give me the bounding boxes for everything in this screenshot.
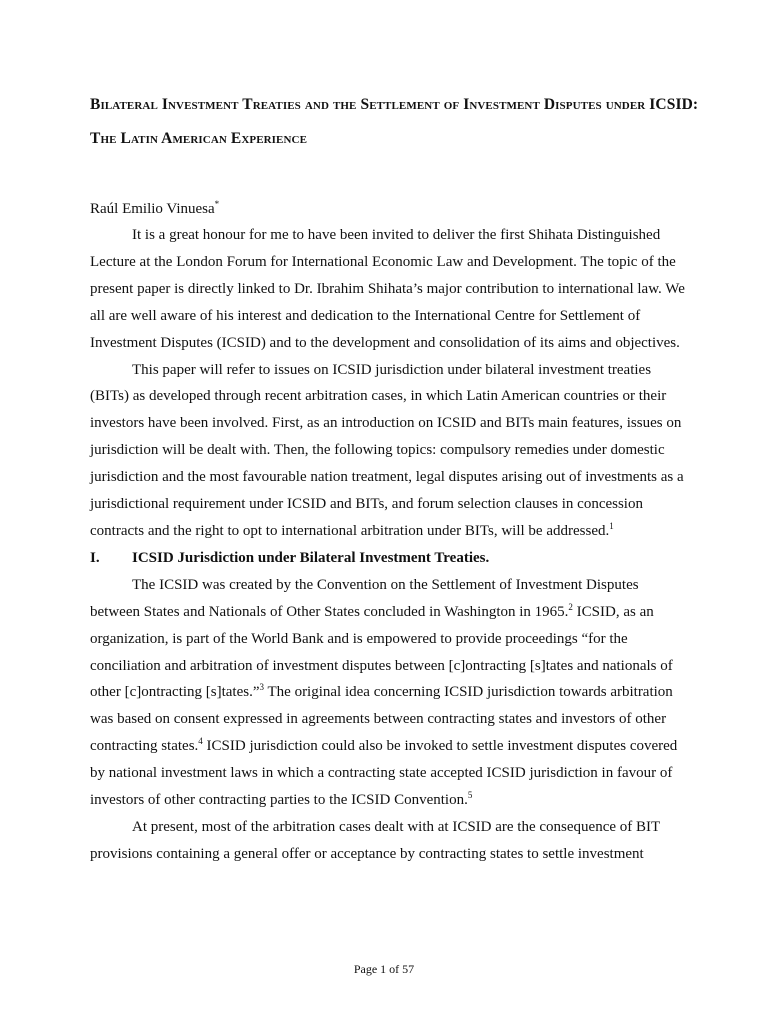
section-heading [90,545,690,572]
author-footnote-mark: * [214,199,220,209]
body-text [90,222,690,868]
footnote-ref: 5 [467,790,473,801]
footnote-ref: 3 [259,682,265,693]
paragraph-text: At present, most of the arbitration cases dealt with at ICSID are the consequence of BIT provisions containing a general offer or acceptance by contracting states to settle investment [90,818,660,862]
author-name: Raúl Emilio Vinuesa [90,201,215,217]
paragraph-bit-provisions [90,814,690,868]
page-number: Page 1 of 57 [353,962,415,976]
paragraph-text: ICSID, as an organization, is part of the World Bank and is empowered to provide proceedings “for the conciliation and arbitration of investment disputes between [c]ontracting [s]tates and nationals of other [c]ontracting [s]tates.” [90,603,673,701]
paragraph-scope-text: This paper will refer to issues on ICSID jurisdiction under bilateral investment treaties (BITs) as developed through recent arbitration cases, in which Latin American countries or their investors have been involved. First, as an introduction on ICSID and BITs main features, issues on jurisdiction will be dealt with. Then, the following topics: compulsory remedies under domestic jurisdiction and the most favourable nation treatment, legal disputes arising out of investments as a jurisdictional requirement under ICSID and BITs, and forum selection clauses in concession contracts and the right to opt to international arbitration under BITs, will be addressed. [90,361,684,539]
paragraph-text: ICSID jurisdiction could also be invoked to settle investment disputes covered by national investment laws in which a contracting state accepted ICSID jurisdiction in favour of investors of other contracting parties to the ICSID Convention. [90,738,678,809]
paragraph-text: The ICSID was created by the Convention on the Settlement of Investment Disputes between States and Nationals of Other States concluded in Washington in 1965. [90,576,639,620]
footnote-ref: 4 [198,736,203,747]
section-number: I. [90,549,100,566]
paragraph-scope [90,357,690,545]
page-footer [0,962,768,977]
footnote-ref: 2 [568,601,573,612]
author-line [90,196,219,223]
section-title: ICSID Jurisdiction under Bilateral Investment Treaties. [132,549,490,566]
paragraph-text: The original idea concerning ICSID jurisdiction towards arbitration was based on consent expressed in agreements between contracting states and investors of other contracting states. [90,684,673,755]
paragraph-icsid-creation [90,572,690,814]
footnote-ref: 1 [609,520,614,531]
paper-title: Bilateral Investment Treaties and the Settlement of Investment Disputes under ICSID: The Latin American Experience [90,96,699,147]
paragraph-intro: It is a great honour for me to have been invited to deliver the first Shihata Distinguished Lecture at the London Forum for International Economic Law and Development. The topic of the present paper is directly linked to Dr. Ibrahim Shihata’s major contribution to international law. We all are well aware of his interest and dedication to the International Centre for Settlement of Investment Disputes (ICSID) and to the development and consolidation of its aims and objectives. [90,227,685,351]
